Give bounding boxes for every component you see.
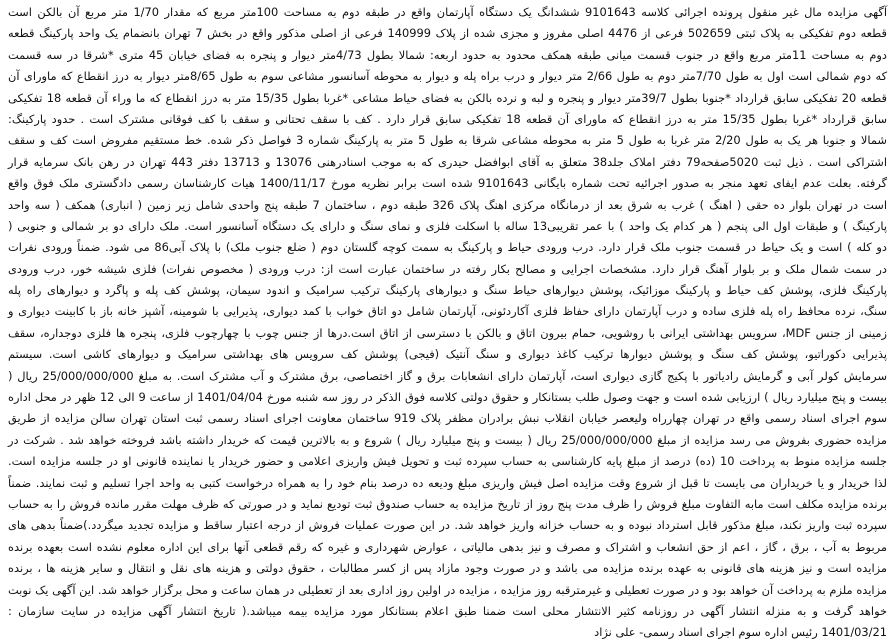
notice-line-23: لذا خریدار و یا خریداران می بایست تا قبل از شروع وقت مزایده اصل فیش واریزی مبلغ ودیعه ده درصد بنام خود را به همراه درخواست کتبی به واحد اجرا تسلیم و ثبت نمایند. ضمناً	[8, 475, 887, 490]
notice-line-25: سپرده ثبت واریز نکند، مبلغ مذکور قابل استرداد نبوده و به حساب خزانه واریز خواهد شد. در این صورت عملیات فروش از درجه اعتبار ساقط و مزایده تجدید میگردد.)ضمناً بدهی های	[8, 518, 887, 533]
notice-line-24: برنده مزایده مکلف است مابه التفاوت مبلغ فروش را ظرف مدت پنج روز از تاریخ مزایده به حساب صندوق ثبت تودیع نماید و در صورتی که ظرف مهلت مقرر مانده فروش را به حساب	[8, 496, 887, 511]
notice-line-15: سنگ، نرده محافظ راه پله فلزی ساده و درب آپارتمان دارای حفاظ فلزی آکاردئونی، آپارتمان شامل دو اتاق خواب با کمد دیواری، پذیرایی با شومینه، آشپز خانه باز با کابینت دیواری و	[8, 304, 887, 319]
notice-line-16: زمینی از جنس MDF، سرویس بهداشتی ایرانی با روشویی، حمام بیرون اتاق و بالکن با دسترسی از اتاق است.درها از جنس چوب با چهارچوب فلزی، پنجره ها فلزی دوجداره، سقف	[8, 325, 888, 340]
notice-line-12: دو کله ) است و یک حیاط در قسمت جنوب ملک قرار دارد. درب ورودی حیاط و پارکینگ به سمت کوچه گلستان دوم ( ضلع جنوب ملک) با پلاک آبی86 می شود. ضمناً ورودی نفرات	[8, 240, 887, 255]
notice-line-4: که دوم شمالی است اول به طول 7/70متر دوم به طول 2/66 متر دیوار و درب براه پله و دیوار به محوطه آسانسور مشاعی سوم به طول 8/65متر دیوار به درز انقطاع که ماورای آن	[8, 69, 888, 84]
notice-line-17: پذیرایی دکوراتیو، پوشش کف سنگ و پوشش دیوارها ترکیب کاغذ دیواری و سنگ آنتیک (فیجی) پوشش کف سرویس های بهداشتی سرامیک و دیوارهای کاشی است. سیستم	[8, 347, 887, 362]
notice-line-19: بیست و پنج میلیارد ریال ) ارزیابی شده است و جهت وصول طلب بستانکار و حقوق دولتی کلاسه فوق الذکر در روز سه شنبه مورخ 1401/04/04 از ساعت 9 الی 12 ظهر در محل اداره	[8, 390, 888, 405]
notice-line-18: سرمایش کولر آبی و گرمایش رادیاتور با پکیج گازی دیواری است، آپارتمان دارای انشعابات برق و گاز اختصاصی، برق مشترک و آب مشترک است. به مبلغ 25/000/000/000 ریال (	[8, 368, 887, 383]
notice-line-10: است در تهران بلوار ده حقی ( اهنگ ) غرب به شرق بعد از درمانگاه مرکزی اهنگ پلاک 326 طبقه دوم ، ساختمان 7 طبقه پنج واحدی شامل زیر زمین ( انباری) همکف ( سه واحد	[8, 197, 887, 212]
notice-line-27: مزایده است و نیز هزینه های قانونی به عهده برنده مزایده می باشد و در صورت وجود مازاد پس از کسر مطالبات ، حقوق دولتی و هزینه های نقل و انتقال و سایر هزینه ها ، برنده	[8, 561, 887, 576]
notice-line-26: مربوط به آب ، برق ، گاز ، اعم از حق انشعاب و اشتراک و مصرف و نیز بدهی مالیاتی ، عوارض شهرداری و غیره که رقم قطعی آنها برای این اداره معلوم نشده است بعهده برنده	[8, 539, 887, 554]
notice-line-1: آگهی مزایده مال غیر منقول پرونده اجرائی کلاسه 9101643 ششدانگ یک دستگاه آپارتمان واقع در طبقه دوم به مساحت 100متر مربع که مقدار 1/70 متر مربع آن بالکن است	[8, 5, 887, 19]
notice-line-29: خواهد گرفت و به منزله انتشار آگهی در روزنامه کثیر الانتشار محلی است ضمنا طبق اعلام بستانکار مورد مزایده بیمه میباشد.( تاریخ انتشار آگهی مزایده در سایت سازمان :	[8, 603, 887, 618]
notice-line-11: پارکینگ ) و طبقات اول الی پنجم ( هر کدام یک واحد ) با عمر تقریبی13 ساله با اسکلت فلزی و نمای سنگ و دارای یک دستگاه آسانسور است. ملک دارای دو بر شمالی و جنوبی (	[8, 218, 887, 233]
notice-line-28: مزایده ملزم به پرداخت آن خواهد بود و در صورت تعطیلی و غیرمترقبه روز مزایده ، مزایده در اولین روز اداری بعد از تعطیلی در همان ساعت و محل برگزار خواهد شد. این آگهی یک نوبت	[8, 582, 887, 597]
notice-line-5: قطعه 20 تفکیکی سابق قرارداد *جنوبا بطول 39/7متر دیوار و پنجره و لبه و نرده بالکن به فضای حیاط مشاعی *غربا بطول 15/35 متر به درز انقطاع که ما وراء آن قطعه 18 تفکیکی	[8, 90, 887, 105]
notice-line-7: شمالا و جنوبا هر یک به طول 2/20 متر غربا به طول 5 متر به محوطه مشاعی شرقا به طول 5 متر به پارکینگ شماره 3 فواصل ذکر شده. خط مستقیم مفروض است کف و سقف	[8, 133, 887, 148]
notice-line-22: جلسه مزایده منوط به پرداخت 10 (ده) درصد از مبلغ پایه کارشناسی به حساب سپرده ثبت و تحویل فیش واریزی اعلامی و حضور خریدار یا نماینده قانونی او در جلسه مزایده است.	[8, 454, 888, 469]
notice-line-13: در سمت شمال ملک و بر بلوار آهنگ قرار دارد. مشخصات اجرایی و مصالح بکار رفته در ساختمان عبارت است از: درب ورودی ( مخصوص نفرات) فلزی شیشه خور، درب ورودی	[8, 261, 887, 276]
notice-line-8: اشتراکی است . ذیل ثبت 5020صفحه79 دفتر املاک جلد38 متعلق به آقای ابوافضل حیدری که به موجب اسنادرهنی 13076 و 13713 دفتر 443 تهران در رهن بانک سرمایه قرار	[8, 154, 888, 169]
notice-line-21: مزایده حضوری بفروش می رسد مزایده از مبلغ 25/000/000/000 ریال ( بیست و پنج میلیارد ریال ) شروع و به بالاترین قیمت که خریدار داشته باشد فروخته خواهد شد . شرکت در	[8, 432, 887, 447]
notice-line-2: قطعه دوم تفکیکی به پلاک ثبتی 502659 فرعی از 4476 اصلی مفروز و مجزی شده از پلاک 140999 فرعی از اصلی مذکور واقع در بخش 7 تهران بانضمام یک واحد پارکینگ قطعه	[8, 26, 887, 41]
notice-line-9: گرفته. بعلت عدم ایفای تعهد منجر به صدور اجرائیه تحت شماره بایگانی 9101643 شده است برابر نظریه مورخ 1400/11/17 هیات کارشناسان رسمی دادگستری ملک فوق واقع	[8, 176, 887, 191]
notice-signature-line: 1401/03/21 رئیس اداره سوم اجرای اسناد رسمی- علی نژاد	[594, 625, 887, 640]
notice-line-3: دوم به مساحت 11متر مربع واقع در جنوب قسمت میانی طبقه همکف محدود به حدود اربعه: شمالا بطول 4/73متر دیوار و پنجره به فضای خیابان 45 متری *شرقا در سه قسمت	[8, 47, 887, 62]
notice-line-14: پارکینگ فلزی، پوشش کف حیاط و پارکینگ موزائیک، پوشش دیوارهای حیاط سنگ و دیوارهای پارکینگ ترکیب سرامیک و اندود سیمان، پوشش کف پله و پاگرد و دیوارهای راه پله	[8, 283, 887, 298]
notice-line-20: سوم اجرای اسناد رسمی واقع در تهران چهارراه ولیعصر خیابان انقلاب نبش برادران مظفر پلاک 919 ساختمان معاونت اجرای اسناد رسمی ثبت استان تهران سالن مزایده از طریق	[8, 411, 887, 426]
notice-line-6: سابق قرارداد *غربا بطول 15/35 متر به درز انقطاع که ماورای آن قطعه 18 تفکیکی سابق قرار دارد . کف با سقف تحتانی و سقف با کف فوقانی مشترک است . حدود پارکینگ:	[8, 111, 888, 126]
